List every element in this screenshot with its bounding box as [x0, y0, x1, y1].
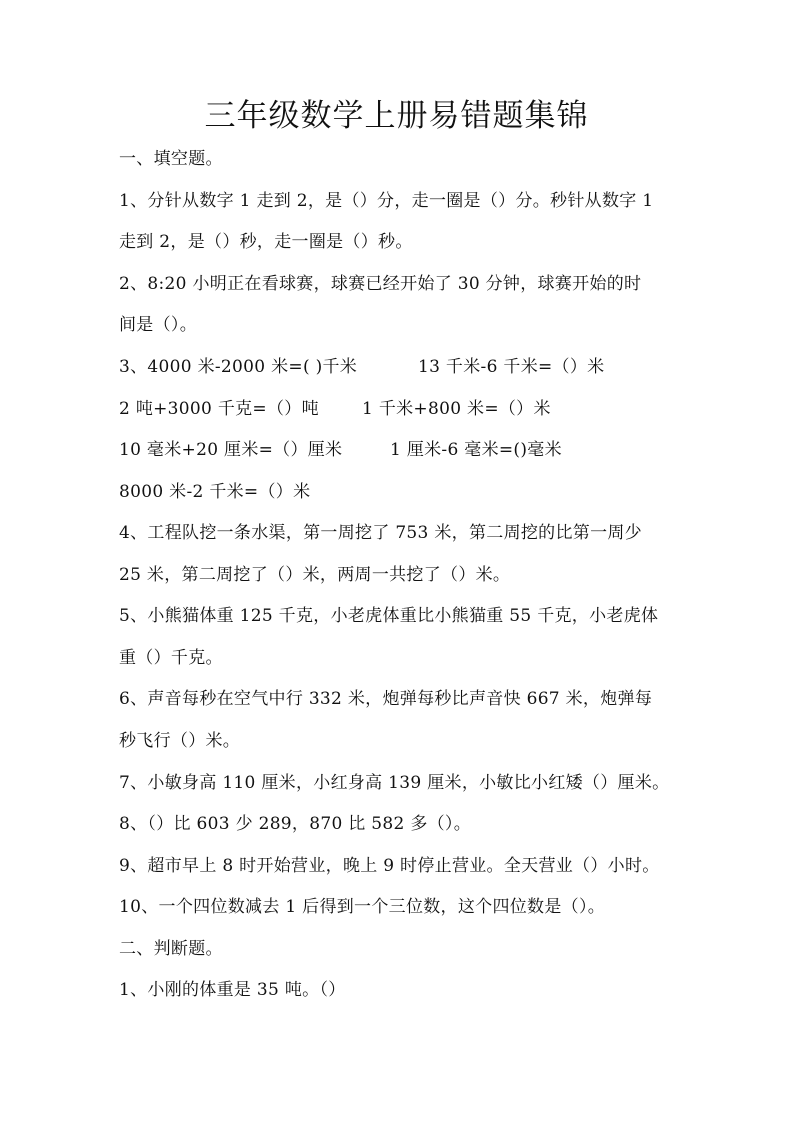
question-4-line-1: 4、工程队挖一条水渠，第一周挖了 753 米，第二周挖的比第一周少: [119, 523, 642, 543]
page-title: 三年级数学上册易错题集锦: [204, 98, 589, 134]
question-2-line-2: 间是（）。: [119, 315, 197, 335]
question-1-line-2: 走到 2，是（）秒，走一圈是（）秒。: [119, 232, 413, 252]
section-heading-fill-blank: 一、填空题。: [119, 149, 223, 169]
question-5-line-1: 5、小熊猫体重 125 千克，小老虎体重比小熊猫重 55 千克，小老虎体: [119, 606, 659, 626]
question-1-line-1: 1、分针从数字 1 走到 2，是（）分，走一圈是（）分。秒针从数字 1: [119, 191, 654, 211]
question-3-row-1-left: 3、4000 米-2000 米=( )千米: [119, 357, 358, 377]
question-5-line-2: 重（）千克。: [119, 648, 223, 668]
question-4-line-2: 25 米，第二周挖了（）米，两周一共挖了（）米。: [119, 565, 511, 585]
question-2-line-1: 2、8:20 小明正在看球赛，球赛已经开始了 30 分钟，球赛开始的时: [119, 274, 642, 294]
question-3-row-3-left: 10 毫米+20 厘米=（）厘米: [119, 440, 343, 460]
question-10: 10、一个四位数减去 1 后得到一个三位数，这个四位数是（）。: [119, 897, 606, 917]
question-6-line-2: 秒飞行（）米。: [119, 731, 241, 751]
question-3-row-2-left: 2 吨+3000 千克=（）吨: [119, 399, 319, 419]
question-3-row-3-right: 1 厘米-6 毫米=()毫米: [390, 440, 562, 460]
judgment-question-1: 1、小刚的体重是 35 吨。（）: [119, 980, 346, 1000]
question-8: 8、（）比 603 少 289，870 比 582 多（）。: [119, 814, 472, 834]
question-6-line-1: 6、声音每秒在空气中行 332 米，炮弹每秒比声音快 667 米，炮弹每: [119, 689, 653, 709]
question-3-row-4-left: 8000 米-2 千米=（）米: [119, 482, 311, 502]
question-7: 7、小敏身高 110 厘米，小红身高 139 厘米，小敏比小红矮（）厘米。: [119, 773, 670, 793]
question-3-row-1-right: 13 千米-6 千米=（）米: [418, 357, 605, 377]
section-heading-true-false: 二、判断题。: [119, 939, 223, 959]
question-9: 9、超市早上 8 时开始营业，晚上 9 时停止营业。全天营业（）小时。: [119, 856, 660, 876]
question-3-row-2-right: 1 千米+800 米=（）米: [362, 399, 551, 419]
